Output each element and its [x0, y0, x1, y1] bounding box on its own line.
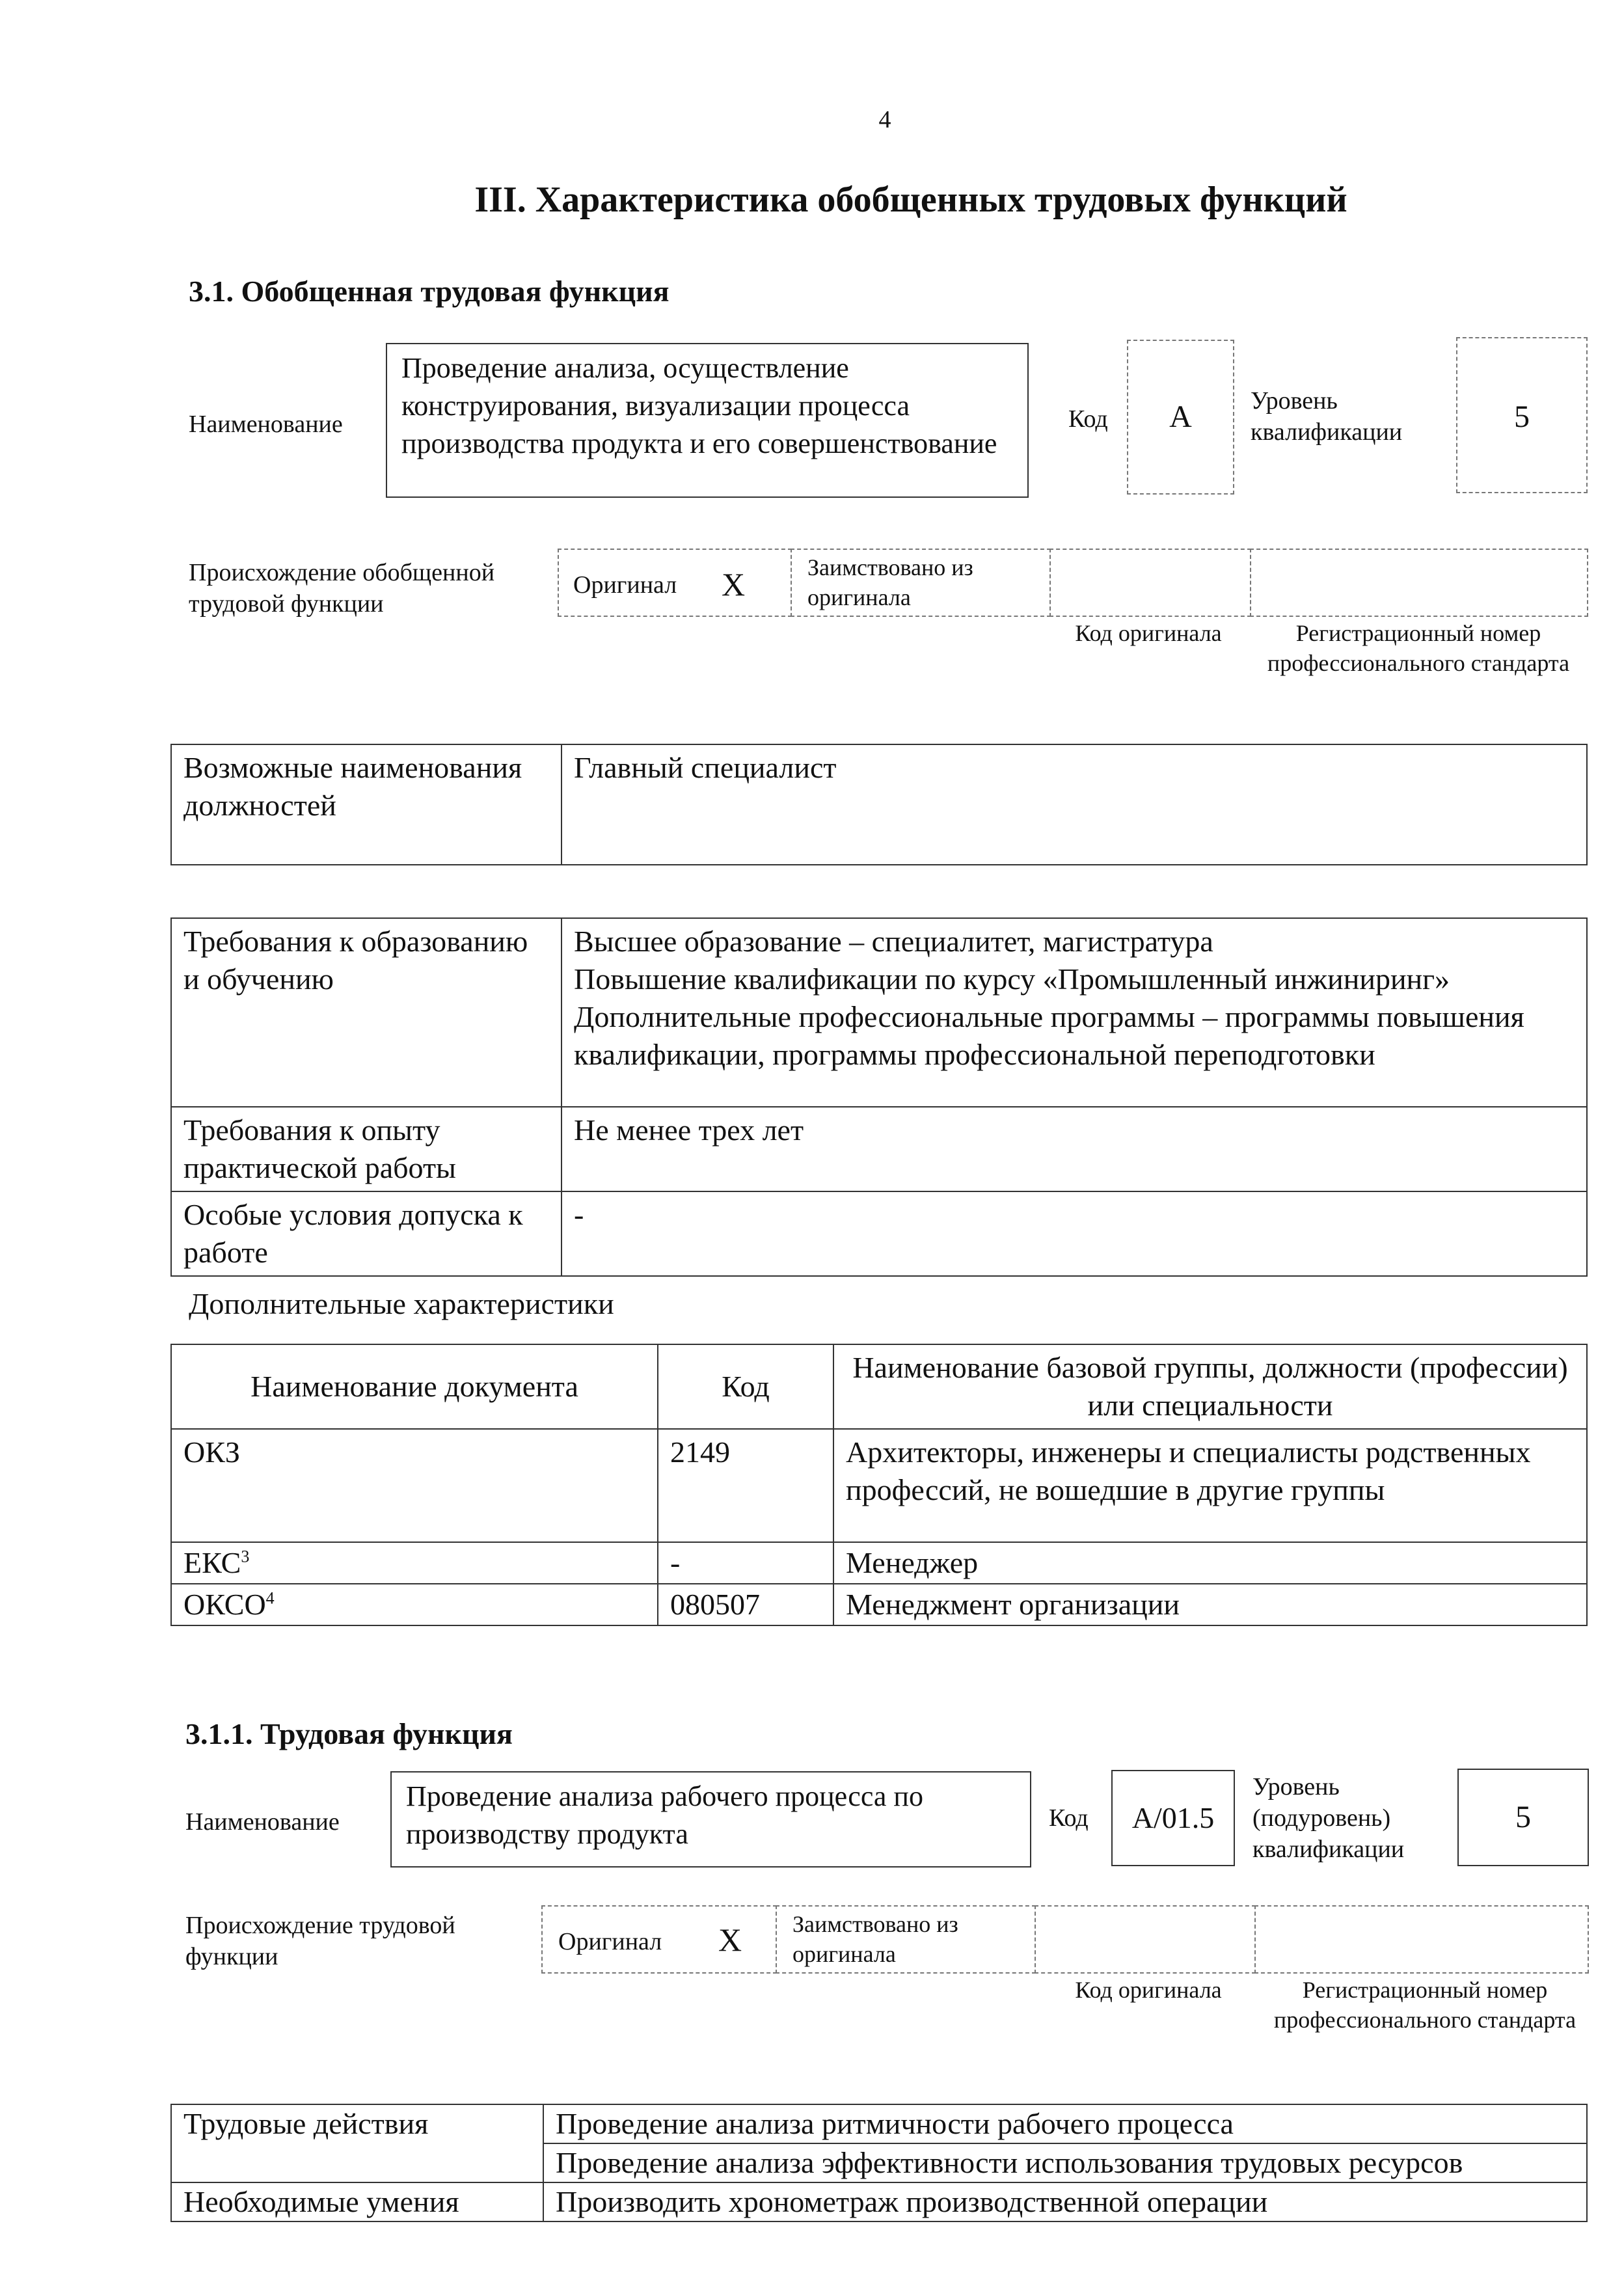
tf-code-label: Код	[1049, 1804, 1089, 1832]
footnote-mark: 4	[265, 1588, 275, 1608]
row-group-name: Менеджер	[833, 1542, 1587, 1584]
requirement-value	[562, 918, 1587, 1107]
skills-label: Необходимые умения	[171, 2182, 543, 2221]
gtf-original-mark: X	[722, 566, 746, 603]
gtf-original-cell	[558, 549, 792, 617]
tf-level-label: Уровень (подуровень) квалификации	[1252, 1773, 1405, 1863]
gtf-level-value: 5	[1514, 400, 1530, 434]
gtf-name-label: Наименование	[189, 411, 343, 438]
tf-reg-number-cell	[1254, 1905, 1589, 1974]
row-group-name: Архитекторы, инженеры и специалисты родственных профессий, не вошедшие в другие группы	[833, 1429, 1587, 1542]
requirement-value: -	[562, 1191, 1587, 1276]
gtf-level-label: Уровень квалификации	[1251, 387, 1403, 446]
tf-level-box	[1457, 1769, 1589, 1866]
skill-item: Производить хронометраж производственной операции	[543, 2182, 1587, 2221]
requirement-line: Высшее образование – специалитет, магистратура	[574, 925, 1213, 958]
tf-name-value: Проведение анализа рабочего процесса по производству продукта	[406, 1780, 923, 1850]
tf-original-cell	[541, 1905, 777, 1974]
gtf-name-box	[386, 343, 1029, 498]
actions-table	[170, 2104, 1588, 2222]
tf-name-label: Наименование	[185, 1808, 340, 1836]
gtf-reg-number-cell	[1250, 549, 1588, 617]
gtf-code-box	[1127, 340, 1234, 495]
tf-reg-number-label: Регистрационный номер профессионального стандарта	[1273, 1977, 1577, 2033]
requirement-row	[171, 1191, 1587, 1276]
skill-row	[171, 2182, 1587, 2221]
row-group-name: Менеджмент организации	[833, 1584, 1587, 1625]
requirements-table	[170, 917, 1588, 1277]
gtf-name-value: Проведение анализа, осуществление конструирования, визуализации процесса производства продукта и его совершенствование	[401, 352, 997, 459]
tf-heading: 3.1.1. Трудовая функция	[185, 1717, 513, 1750]
row-doc-text: ОКСО	[183, 1588, 266, 1621]
gtf-reg-number-label: Регистрационный номер профессионального стандарта	[1267, 620, 1570, 676]
tf-origin-label: Происхождение трудовой функции	[185, 1912, 455, 1970]
gtf-origin-label: Происхождение обобщенной трудовой функции	[189, 559, 495, 618]
positions-value: Главный специалист	[562, 744, 1587, 865]
positions-label: Возможные наименования должностей	[171, 744, 562, 865]
requirement-value: Не менее трех лет	[562, 1107, 1587, 1191]
row-doc	[171, 1429, 658, 1542]
gtf-original-label: Оригинал	[573, 571, 677, 599]
tf-code-value: А/01.5	[1131, 1801, 1215, 1834]
row-doc-text: ОКЗ	[183, 1435, 240, 1469]
action-item: Проведение анализа ритмичности рабочего процесса	[543, 2104, 1587, 2143]
tf-original-label: Оригинал	[558, 1928, 662, 1955]
row-doc-text: ЕКС	[183, 1546, 241, 1579]
tf-origin-code-label: Код оригинала	[1075, 1977, 1222, 2003]
requirement-label: Требования к опыту практической работы	[171, 1107, 562, 1191]
row-code: 2149	[658, 1429, 833, 1542]
section-title: III. Характеристика обобщенных трудовых функций	[474, 180, 1347, 220]
table-row	[171, 1542, 1587, 1584]
gtf-borrowed-label: Заимствовано из оригинала	[807, 554, 973, 610]
positions-table	[170, 744, 1588, 865]
tf-original-mark: X	[718, 1922, 742, 1958]
gtf-heading: 3.1. Обобщенная трудовая функция	[189, 275, 670, 308]
requirement-line: Дополнительные профессиональные программы – программы повышения квалификации, программы профессиональной переподготовки	[574, 1000, 1524, 1071]
footnote-mark: 3	[241, 1547, 250, 1566]
header-group-name: Наименование базовой группы, должности (профессии) или специальности	[833, 1344, 1587, 1429]
additional-header-row	[171, 1344, 1587, 1429]
row-code: -	[658, 1542, 833, 1584]
tf-borrowed-label: Заимствовано из оригинала	[792, 1911, 958, 1967]
tf-level-value: 5	[1515, 1800, 1531, 1834]
gtf-borrowed-cell	[791, 549, 1051, 617]
header-code: Код	[658, 1344, 833, 1429]
row-code: 080507	[658, 1584, 833, 1625]
table-row	[171, 1429, 1587, 1542]
tf-code-box	[1111, 1770, 1235, 1866]
additional-table	[170, 1344, 1588, 1626]
additional-heading: Дополнительные характеристики	[189, 1287, 614, 1320]
requirement-row	[171, 918, 1587, 1107]
header-doc-name: Наименование документа	[171, 1344, 658, 1429]
row-doc	[171, 1584, 658, 1625]
gtf-code-value: А	[1169, 400, 1192, 434]
tf-name-box	[390, 1771, 1031, 1868]
tf-origin-code-cell	[1035, 1905, 1256, 1974]
gtf-level-box	[1456, 337, 1588, 493]
gtf-origin-code-label: Код оригинала	[1075, 620, 1222, 646]
row-doc	[171, 1542, 658, 1584]
actions-label: Трудовые действия	[171, 2104, 543, 2182]
requirement-label: Особые условия допуска к работе	[171, 1191, 562, 1276]
action-item: Проведение анализа эффективности использования трудовых ресурсов	[543, 2143, 1587, 2182]
gtf-origin-code-cell	[1049, 549, 1251, 617]
requirement-line: Повышение квалификации по курсу «Промышленный инжиниринг»	[574, 962, 1450, 996]
gtf-code-label: Код	[1068, 405, 1108, 433]
requirement-label: Требования к образованию и обучению	[171, 918, 562, 1107]
requirement-row	[171, 1107, 1587, 1191]
table-row	[171, 1584, 1587, 1625]
action-row	[171, 2104, 1587, 2143]
page-number: 4	[878, 106, 891, 133]
tf-borrowed-cell	[776, 1905, 1036, 1974]
